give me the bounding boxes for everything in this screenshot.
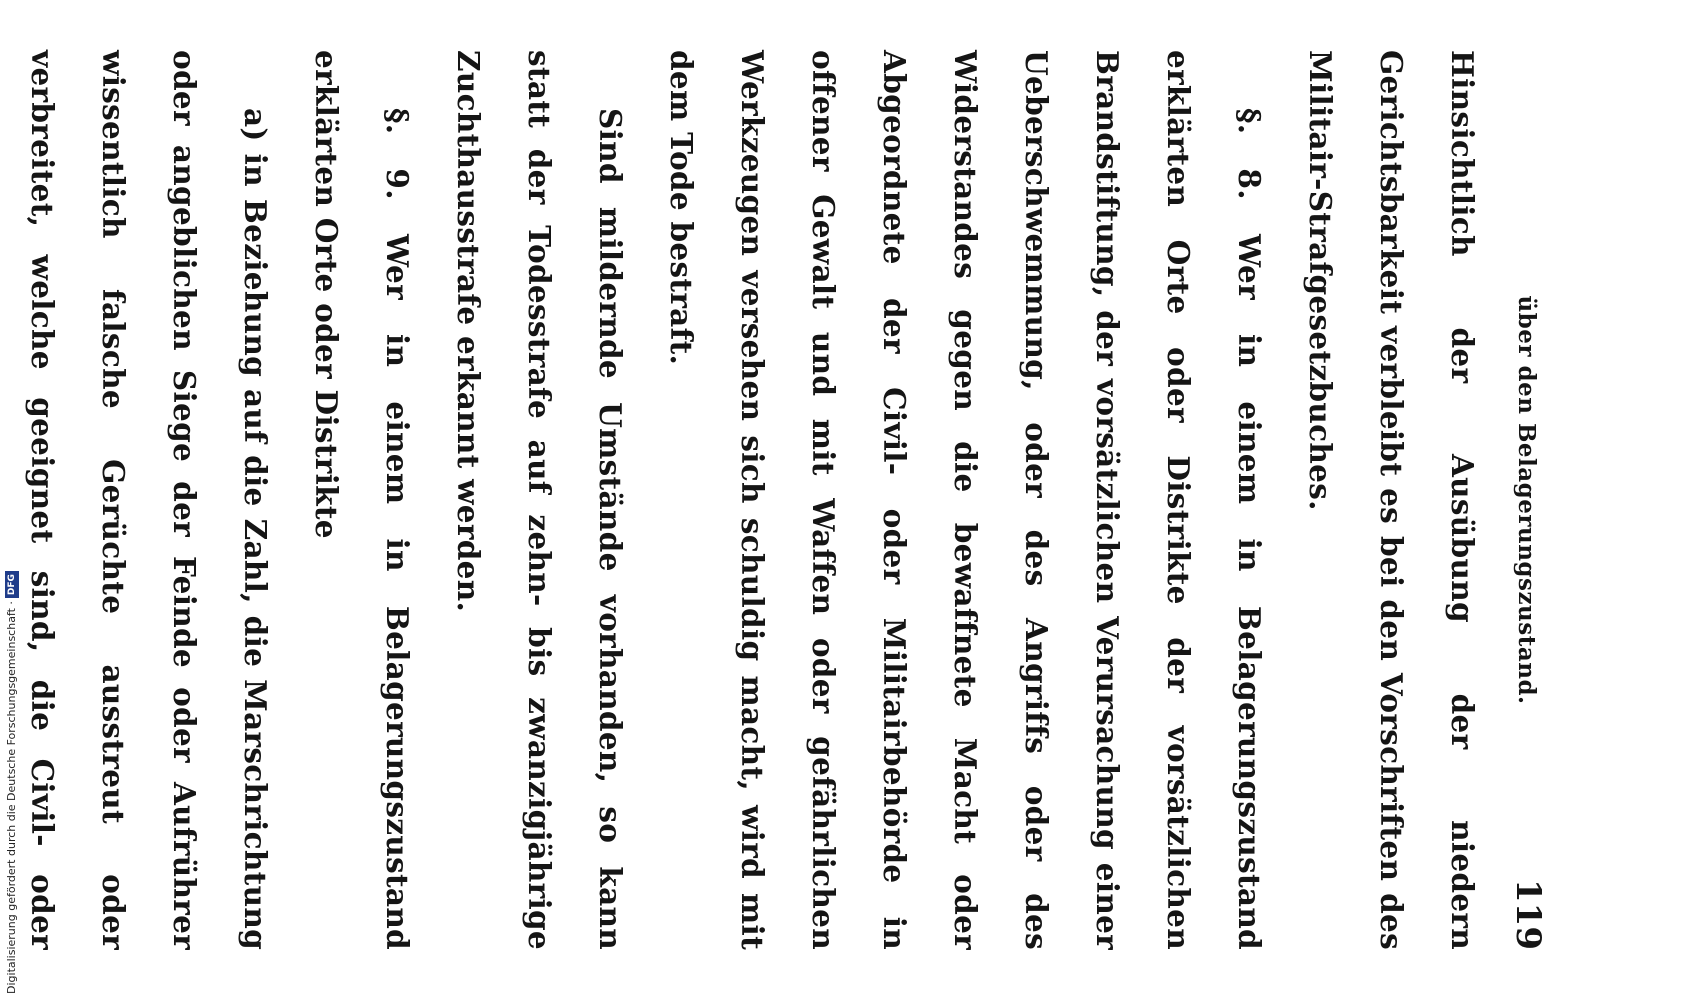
running-head [1502,50,1548,950]
paragraph-section-9: §. 9. Wer in einem in Belagerungszustand erklärten Orte oder Distrikte [309,50,415,950]
dfg-logo: DFG [5,571,19,598]
page-number: 119 [1508,879,1548,950]
scanned-page [25,0,1588,1000]
body-text [0,50,1498,950]
paragraph-mitigating: Sind mildernde Umstände vorhanden, so kann statt der Todesstrafe auf zehn- bis zwanzigjährige Zuchthausstrafe erkannt werden. [451,50,628,950]
digitization-note-text: Digitalisierung gefördert durch die Deutsche Forschungsgemeinschaft · [5,601,18,994]
paragraph-section-8: §. 8. Wer in einem in Belagerungszustand erklärten Orte oder Distrikte der vorsätzlichen Brandstiftung, der vorsätzlichen Verursachung einer Ueberschwemmung, oder des Angriffs oder des Widerstandes gegen die bewaffnete Macht oder Abgeordnete der Civil- oder Militairbehörde in offener Gewalt und mit Waffen oder gefährlichen Werkzeugen versehen sich schuldig macht, wird mit dem Tode bestraft. [664,50,1267,950]
digitization-note [2,0,22,1000]
paragraph-item-a: a) in Beziehung auf die Zahl, die Marschrichtung oder angeblichen Siege der Feinde oder Aufrührer wissentlich falsche Gerüchte ausstreut oder verbreitet, welche geeignet sind, die Civil- oder [25,50,273,950]
paragraph-jurisdiction: Hinsichtlich der Ausübung der niedern Gerichtsbarkeit verbleibt es bei den Vorschriften des Militair-Strafgesetzbuches. [1303,50,1480,950]
running-title: über den Belagerungszustand. [1513,295,1540,705]
page-content [25,50,1548,950]
